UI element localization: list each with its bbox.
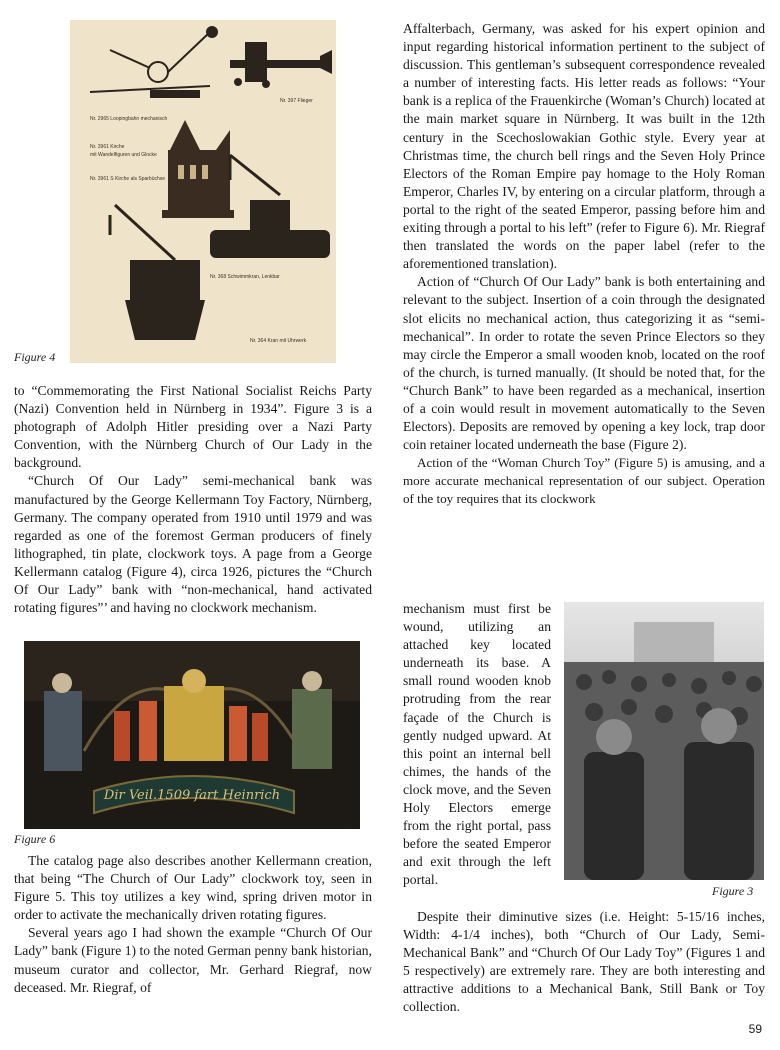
left-column-text-bottom [14, 852, 372, 997]
paragraph: to “Commemorating the First National Socialist Reichs Party (Nazi) Convention held in Nürnberg in 1934”. Figure 3 is a photograph of Adolph Hitler presiding over a Nazi Party Convention, with the Nürnberg Church of Our Lady in the background. [14, 383, 372, 471]
left-column-text-top [14, 382, 372, 617]
paragraph: Action of the “Woman Church Toy” (Figure 5) is amusing, and a more accurate mechanical representation of our subject. Operation of the toy requires that its clockwork [403, 455, 765, 507]
figure-6-caption: Figure 6 [14, 832, 56, 846]
figure-3-caption: Figure 3 [712, 884, 754, 898]
paragraph: Action of “Church Of Our Lady” bank is both entertaining and relevant to the subject. Insertion of a coin through the designated slot elicits no mechanical action, thus categorizing it as “semi-mechanical”. In order to rotate the seven Prince Electors so they may circle the Emperor a small wooden knob, located on the roof of the church, is turned manually. (It should be noted that, for the “Church Bank” to have been regarded as a mechanical, insertion of a coin would result in movement automatically to the Seven Electors). Deposits are removed by opening a key lock, trap door coin retainer located underneath the base (Figure 2). [403, 274, 765, 453]
clock-banner-text: Dir Veil.1509 fart Heinrich [103, 788, 281, 803]
paragraph: Despite their diminutive sizes (i.e. Height: 5-15/16 inches, Width: 4-1/4 inches), both “Church of Our Lady, Semi-Mechanical Bank” and “Church Of Our Lady Toy” (Figures 1 and 5 respectively) are extremely rare. They are both interesting and attractive additions to a Mechanical Bank, Still Bank or Toy collection. [403, 909, 765, 1015]
right-column-text-top [403, 20, 765, 509]
right-column-text-bottom [403, 908, 765, 1017]
right-column-text-narrow [403, 600, 551, 890]
svg-text:Nr. 3961 Kirche: Nr. 3961 Kirche [90, 144, 125, 150]
clock-figures-photo [24, 641, 360, 829]
svg-text:Nr. 3961 S Kirche als Sparbüch: Nr. 3961 S Kirche als Sparbüchse [90, 176, 166, 182]
svg-text:mit Wandelfiguren und Glocke: mit Wandelfiguren und Glocke [90, 152, 157, 158]
paragraph: Several years ago I had shown the example “Church Of Our Lady” bank (Figure 1) to the noted German penny bank historian, museum curator and collector, Mr. Gerhard Riegraf, now deceased. Mr. Riegraf, of [14, 925, 372, 995]
svg-text:Nr. 364 Kran mit Uhrwerk: Nr. 364 Kran mit Uhrwerk [250, 338, 307, 344]
figure-4-caption: Figure 4 [14, 350, 56, 364]
svg-text:Nr. 397 Flieger: Nr. 397 Flieger [280, 98, 313, 104]
paragraph: mechanism must first be wound, utilizing an attached key located underneath its base. A small round wooden knob protruding from the rear façade of the Church is gently nudged upward. At this point an internal bell chimes, the hands of the clock move, and the Seven Holy Electors emerge from the right portal, pass before the seated Emperor and exit through the left portal. [403, 601, 551, 888]
paragraph: The catalog page also describes another Kellermann creation, that being “The Church of Our Lady” clockwork toy, seen in Figure 5. This toy utilizes a key wind, spring driven motor in order to activate the mechanically driven rotating figures. [14, 853, 372, 923]
page-number: 59 [748, 1022, 762, 1036]
paragraph: “Church Of Our Lady” semi-mechanical bank was manufactured by the George Kellermann Toy Factory, Nürnberg, Germany. The company operated from 1910 until 1979 and was regarded as one of the foremost German producers of finely lithographed, tin plate, clockwork toys. A page from a George Kellermann catalog (Figure 4), circa 1926, pictures the “Church Of Our Lady” bank with “non-mechanical, hand activated rotating figures”’ and having no clockwork mechanism. [14, 473, 372, 616]
svg-text:Nr. 2965 Loopingbahn mechanisc: Nr. 2965 Loopingbahn mechanisch [90, 116, 168, 122]
catalog-illustration [70, 20, 336, 363]
figure-4-catalog-image [70, 20, 336, 363]
svg-text:Nr. 368 Schwimmkran, Lenkbar: Nr. 368 Schwimmkran, Lenkbar [210, 274, 280, 280]
figure-6-clock-image [24, 641, 360, 829]
figure-3-crowd-photo [564, 602, 764, 880]
crowd-photograph [564, 602, 764, 880]
paragraph: Affalterbach, Germany, was asked for his expert opinion and input regarding historical information pertinent to the subject of discussion. This gentleman’s subsequent correspondence revealed a number of interesting facts. His letter reads as follows: “Your bank is a replica of the Frauenkirche (Woman’s Church) located at the main market square in Nürnberg. It was built in the 12th century in the Scechoslowakian Gothic style. Every year at Christmas time, the church bell rings and the Seven Holy Prince Electors of the Roman Empire pay homage to the Holy Roman Emperor, Charles IV, by entering on a circular platform, through a portal to the right of the seated Emperor, passing before him and exiting through a portal to his left” (refer to Figure 6). Mr. Riegraf then translated the words on the paper label (refer to the aforementioned translation). [403, 21, 765, 272]
